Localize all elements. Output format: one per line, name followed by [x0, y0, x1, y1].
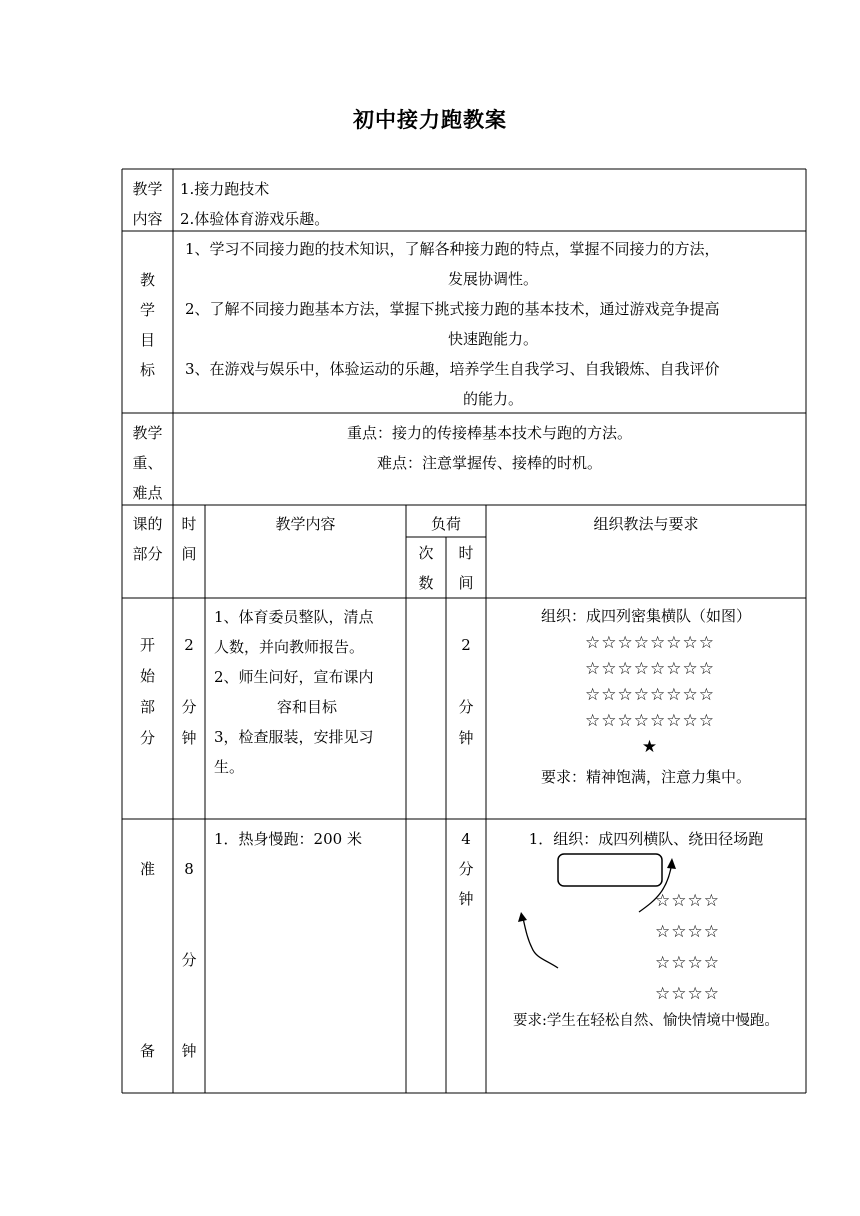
goals-lines: 1、学习不同接力跑的技术知识，了解各种接力跑的特点，掌握不同接力的方法， 发展协调性。 2、了解不同接力跑基本方法，掌握下挑式接力跑的基本技术，通过游戏竞争提高 快速跑能力。 3、在游戏与娱乐中，体验运动的乐趣，培养学生自我学习、自我锻炼、自我评价 的能力。 [185, 240, 720, 408]
start-formation [486, 630, 814, 760]
header-part: 课的 部分 [132, 515, 163, 563]
star-row: ☆☆☆☆☆☆☆☆ [585, 711, 715, 731]
track-field-rect [558, 854, 662, 886]
prep-load-time: 4 分 钟 [458, 830, 474, 908]
goals-label: 教 学 目 标 [139, 271, 155, 379]
arrow-head-left [518, 912, 527, 922]
star-row: ☆☆☆☆ [655, 922, 720, 942]
start-method-org: 组织：成四列密集横队（如图） [540, 607, 751, 625]
prep-part-2: 备 [139, 1042, 155, 1060]
page-title: 初中接力跑教案 [353, 108, 507, 132]
prep-time-unit-1: 分 [181, 951, 197, 969]
prep-time-unit-2: 钟 [181, 1042, 197, 1060]
prep-method-org: 1．组织：成四列横队、绕田径场跑 [528, 830, 764, 848]
prep-time-number: 8 [184, 860, 194, 878]
start-method-req: 要求：精神饱满，注意力集中。 [540, 768, 751, 786]
run-arrow-left [523, 918, 558, 968]
arrow-head-right [667, 858, 676, 869]
start-content: 1、体育委员整队，清点 人数，并向教师报告。 2、师生问好，宣布课内 容和目标 3，检查服装，安排见习 生。 [214, 608, 374, 776]
start-load-time: 2 分 钟 [458, 636, 474, 747]
star-row: ☆☆☆☆ [655, 953, 720, 973]
track-diagram [486, 848, 806, 978]
header-content: 教学内容 [275, 515, 336, 533]
star-row: ☆☆☆☆ [655, 891, 720, 911]
header-method: 组织教法与要求 [593, 515, 699, 533]
start-time: 2 分 钟 [181, 636, 197, 747]
star-row: ☆☆☆☆☆☆☆☆ [585, 685, 715, 705]
header-load: 负荷 [430, 515, 461, 533]
prep-part-1: 准 [139, 860, 155, 878]
teacher-star: ★ [641, 737, 659, 757]
header-load-time: 时 间 [458, 544, 474, 592]
prep-formation [655, 886, 720, 1010]
header-time: 时 间 [181, 515, 197, 563]
header-count: 次 数 [418, 544, 434, 592]
content-lines: 1.接力跑技术 2.体验体育游戏乐趣。 [180, 180, 330, 228]
content-label: 教学 内容 [132, 180, 163, 228]
start-part: 开 始 部 分 [139, 636, 155, 747]
star-row: ☆☆☆☆☆☆☆☆ [585, 633, 715, 653]
star-row: ☆☆☆☆☆☆☆☆ [585, 659, 715, 679]
prep-content: 1．热身慢跑：200 米 [214, 830, 362, 848]
star-row: ☆☆☆☆ [655, 984, 720, 1004]
key-label: 教学 重、 难点 [132, 424, 163, 502]
prep-method-req: 要求:学生在轻松自然、愉快情境中慢跑。 [513, 1013, 779, 1029]
key-lines: 重点：接力的传接棒基本技术与跑的方法。 难点：注意掌握传、接棒的时机。 [346, 424, 632, 472]
